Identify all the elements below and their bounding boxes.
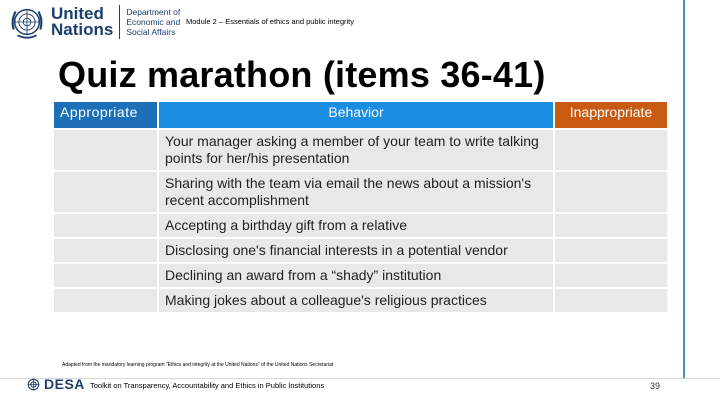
inappropriate-cell bbox=[555, 214, 667, 237]
un-wordmark bbox=[51, 6, 113, 38]
department-line1: Department of bbox=[126, 7, 181, 17]
footer-divider bbox=[0, 378, 720, 379]
table-row bbox=[54, 172, 667, 212]
inappropriate-cell bbox=[555, 130, 667, 170]
inappropriate-cell bbox=[555, 264, 667, 287]
behavior-cell: Disclosing one's financial interests in a potential vendor bbox=[159, 239, 553, 262]
slide-right-border bbox=[683, 0, 685, 378]
appropriate-cell bbox=[54, 264, 157, 287]
table-row bbox=[54, 214, 667, 237]
inappropriate-cell bbox=[555, 239, 667, 262]
slide-title: Quiz marathon (items 36-41) bbox=[58, 54, 546, 95]
behavior-cell: Declining an award from a “shady” institution bbox=[159, 264, 553, 287]
department-line2: Economic and bbox=[126, 17, 181, 27]
un-wordmark-line1: United bbox=[51, 4, 104, 23]
module-label: Module 2 – Essentials of ethics and public integrity bbox=[186, 17, 355, 26]
source-note: Adapted from the mandatory learning program “Ethics and integrity at the United Nations” of the United Nations Secretariat bbox=[62, 362, 334, 368]
header-appropriate: Appropriate bbox=[54, 102, 157, 128]
desa-wordmark: DESA bbox=[44, 376, 85, 392]
inappropriate-cell bbox=[555, 289, 667, 312]
desa-footer-logo bbox=[26, 376, 85, 392]
un-emblem-icon bbox=[8, 3, 46, 41]
toolkit-title: Toolkit on Transparency, Accountability and Ethics in Public Institutions bbox=[90, 381, 325, 390]
un-desa-logo bbox=[8, 3, 180, 41]
appropriate-cell bbox=[54, 289, 157, 312]
inappropriate-cell bbox=[555, 172, 667, 212]
appropriate-cell bbox=[54, 214, 157, 237]
department-line3: Social Affairs bbox=[126, 27, 176, 37]
un-emblem-icon bbox=[26, 377, 41, 392]
page-number: 39 bbox=[650, 381, 661, 391]
quiz-table bbox=[52, 100, 669, 314]
table-row bbox=[54, 289, 667, 312]
table-row bbox=[54, 239, 667, 262]
un-wordmark-line2: Nations bbox=[51, 20, 114, 39]
behavior-cell: Accepting a birthday gift from a relative bbox=[159, 214, 553, 237]
behavior-cell: Your manager asking a member of your team to write talking points for her/his presentation bbox=[159, 130, 553, 170]
table-row bbox=[54, 264, 667, 287]
table-row bbox=[54, 130, 667, 170]
table-header-row bbox=[54, 102, 667, 128]
appropriate-cell bbox=[54, 239, 157, 262]
appropriate-cell bbox=[54, 172, 157, 212]
behavior-cell: Sharing with the team via email the news about a mission's recent accomplishment bbox=[159, 172, 553, 212]
department-name bbox=[126, 7, 180, 37]
behavior-cell: Making jokes about a colleague's religious practices bbox=[159, 289, 553, 312]
header-behavior: Behavior bbox=[159, 102, 553, 128]
appropriate-cell bbox=[54, 130, 157, 170]
logo-divider bbox=[119, 5, 120, 39]
header-inappropriate: Inappropriate bbox=[555, 102, 667, 128]
